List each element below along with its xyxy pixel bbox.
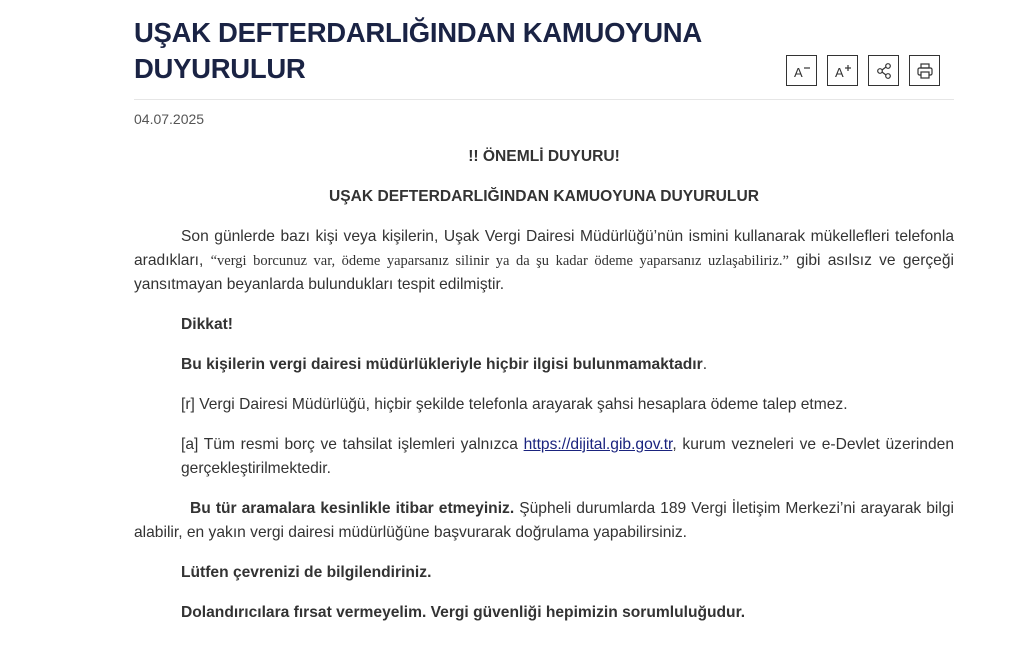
- closing-text: Dolandırıcılara fırsat vermeyelim. Vergi güvenliği hepimizin sorumluluğudur.: [181, 604, 746, 621]
- print-button[interactable]: [909, 55, 940, 86]
- intro-paragraph: [134, 225, 954, 297]
- publish-date: 04.07.2025: [134, 111, 205, 127]
- alert-heading: !! ÖNEMLİ DUYURU!: [468, 148, 620, 165]
- increase-font-button[interactable]: [827, 55, 858, 86]
- point-2-after: , kurum vezneleri ve e-Devlet üzerinden gerçekleştirilmektedir.: [181, 436, 954, 477]
- warning-rest: Şüpheli durumlarda 189 Vergi İletişim Merkezi’ni arayarak bilgi alabilir, en yakın vergi dairesi müdürlüğüne başvurarak doğrulama yapabilirsiniz.: [134, 500, 954, 541]
- point-2: [134, 433, 954, 481]
- no-relation-paragraph: [134, 353, 954, 377]
- decrease-font-button[interactable]: [786, 55, 817, 86]
- warning-bold: Bu tür aramalara kesinlikle itibar etmeyiniz.: [190, 500, 515, 517]
- svg-text:A: A: [793, 64, 803, 80]
- inform-text: Lütfen çevrenizi de bilgilendiriniz.: [181, 564, 432, 581]
- article-subheading: UŞAK DEFTERDARLIĞINDAN KAMUOYUNA DUYURULUR: [329, 188, 759, 205]
- gib-link[interactable]: https://dijital.gib.gov.tr: [523, 436, 673, 453]
- intro-text-2: gibi asılsız ve gerçeği yansıtmayan beyanlarda bulundukları tespit edilmiştir.: [134, 252, 954, 293]
- svg-text:A: A: [834, 64, 844, 80]
- print-icon: [916, 62, 934, 80]
- warning-paragraph: [134, 497, 954, 545]
- article-toolbar: [786, 55, 940, 86]
- attention-text: Dikkat!: [181, 316, 233, 333]
- intro-quote: “vergi borcunuz var, ödeme yaparsanız silinir ya da şu kadar ödeme yaparsanız uzlaşabiliriz.”: [210, 253, 789, 269]
- article-body: [134, 145, 954, 641]
- share-button[interactable]: [868, 55, 899, 86]
- point-1: [r] Vergi Dairesi Müdürlüğü, hiçbir şekilde telefonla arayarak şahsi hesaplara ödeme talep etmez.: [181, 396, 848, 413]
- no-relation-end: .: [702, 356, 708, 373]
- page-title: UŞAK DEFTERDARLIĞINDAN KAMUOYUNA DUYURULUR: [134, 17, 701, 84]
- font-increase-icon: [833, 62, 853, 80]
- header-divider: [134, 99, 954, 100]
- no-relation-text: Bu kişilerin vergi dairesi müdürlükleriyle hiçbir ilgisi bulunmamaktadır: [181, 356, 703, 373]
- font-decrease-icon: [792, 62, 812, 80]
- intro-text-1: Son günlerde bazı kişi veya kişilerin, Uşak Vergi Dairesi Müdürlüğü’nün ismini kullanarak mükellefleri telefonla aradıkları,: [134, 228, 954, 269]
- share-icon: [875, 62, 893, 80]
- point-2-before: [a] Tüm resmi borç ve tahsilat işlemleri yalnızca: [181, 436, 524, 453]
